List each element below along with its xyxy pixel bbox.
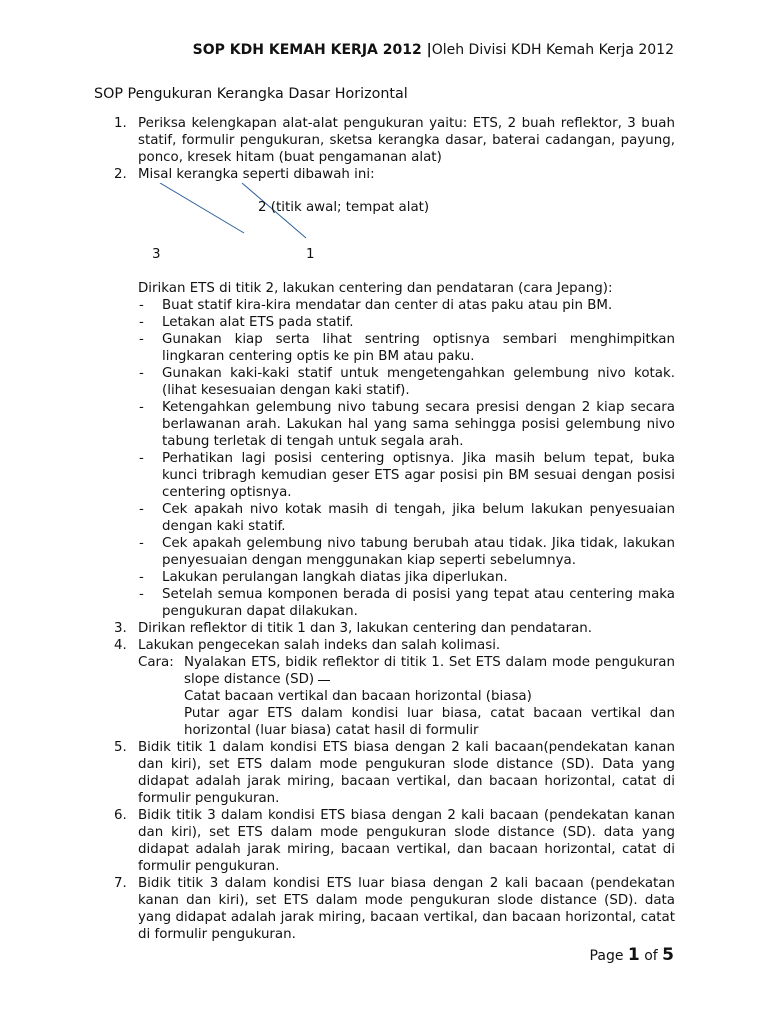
page-footer bbox=[590, 945, 674, 965]
list-item-7 bbox=[94, 875, 675, 943]
list-item-6 bbox=[94, 807, 675, 875]
header-right: Oleh Divisi KDH Kemah Kerja 2012 bbox=[431, 42, 674, 58]
bullet-dash: - bbox=[139, 400, 144, 415]
item-number: 7. bbox=[114, 876, 127, 891]
bullet-text: Letakan alat ETS pada statif. bbox=[162, 315, 354, 330]
frame-sketch-diagram bbox=[94, 183, 675, 280]
bullet-text: Gunakan kiap serta lihat sentring optisnya sembari menghimpitkan lingkaran centering optis ke pin BM atau paku. bbox=[162, 332, 675, 364]
point-1-label: 1 bbox=[306, 247, 315, 262]
point-2-label: 2 (titik awal; tempat alat) bbox=[258, 200, 430, 215]
bullet-dash: - bbox=[139, 366, 144, 381]
bullet-dash: - bbox=[139, 536, 144, 551]
item-text: Bidik titik 3 dalam kondisi ETS luar biasa dengan 2 kali bacaan (pendekatan kanan dan kiri), set ETS dalam mode pengukuran slode distance (SD). data yang didapat adalah jarak miring, bacaan vertikal, dan bacaan horizontal, catat di formulir pengukuran. bbox=[138, 876, 675, 942]
bullet-dash: - bbox=[139, 502, 144, 517]
point-3-label: 3 bbox=[152, 247, 161, 262]
list-item-3 bbox=[94, 620, 675, 637]
bullet-text: Lakukan perulangan langkah diatas jika diperlukan. bbox=[162, 570, 508, 585]
total-pages: 5 bbox=[662, 945, 674, 965]
bullet-text: Perhatikan lagi posisi centering optisnya. Jika masih belum tepat, buka kunci tribragh kemudian geser ETS agar posisi pin BM sesuai dengan posisi centering optisnya. bbox=[162, 451, 675, 500]
item-text: Bidik titik 1 dalam kondisi ETS biasa dengan 2 kali bacaan(pendekatan kanan dan kiri), set ETS dalam mode pengukuran slode distance (SD). Data yang didapat adalah jarak miring, bacaan vertikal, dan bacaan horizontal, catat di formulir pengukuran. bbox=[138, 740, 675, 806]
current-page: 1 bbox=[627, 945, 640, 965]
bullet-text: Buat statif kira-kira mendatar dan center di atas paku atau pin BM. bbox=[162, 298, 613, 313]
cara-line-1 bbox=[94, 654, 675, 688]
document-title: SOP Pengukuran Kerangka Dasar Horizontal bbox=[94, 86, 408, 102]
bullet-text: Ketengahkan gelembung nivo tabung secara presisi dengan 2 kiap secara berlawanan arah. Lakukan hal yang sama sehingga posisi gelembung nivo tabung terletak di tengah untuk segala arah. bbox=[162, 400, 675, 449]
cara-text: Nyalakan ETS, bidik reflektor di titik 1. Set ETS dalam mode pengukuran slope distance (SD) bbox=[184, 655, 675, 687]
bullet-item bbox=[94, 586, 675, 620]
item-text: Dirikan reflektor di titik 1 dan 3, lakukan centering dan pendataran. bbox=[138, 621, 593, 636]
bullet-dash: - bbox=[139, 451, 144, 466]
header-left: SOP KDH KEMAH KERJA 2012 | bbox=[192, 42, 432, 58]
bullet-text: Cek apakah gelembung nivo tabung berubah atau tidak. Jika tidak, lakukan penyesuaian dengan menggunakan kiap seperti sebelumnya. bbox=[162, 536, 675, 568]
cara-line-3: Putar agar ETS dalam kondisi luar biasa, catat bacaan vertikal dan horizontal (luar biasa) catat hasil di formulir bbox=[184, 706, 675, 738]
cara-line-2: Catat bacaan vertikal dan bacaan horizontal (biasa) bbox=[184, 689, 532, 704]
page-header bbox=[193, 42, 674, 58]
bullet-item bbox=[94, 569, 675, 586]
item-number: 3. bbox=[114, 621, 127, 636]
list-item-4 bbox=[94, 637, 675, 654]
item-number: 2. bbox=[114, 167, 127, 182]
item-number: 1. bbox=[114, 116, 127, 131]
bullet-dash: - bbox=[139, 298, 144, 313]
sketch-lines bbox=[94, 183, 675, 280]
page-word: Page bbox=[589, 948, 624, 964]
bullet-item bbox=[94, 331, 675, 365]
bullet-item bbox=[94, 314, 675, 331]
bullet-item bbox=[94, 297, 675, 314]
bullet-item bbox=[94, 399, 675, 450]
item-text: Periksa kelengkapan alat-alat pengukuran yaitu: ETS, 2 buah reflektor, 3 buah statif, formulir pengukuran, sketsa kerangka dasar, baterai cadangan, payung, ponco, kresek hitam (buat pengamanan alat) bbox=[138, 116, 675, 165]
list-item-2 bbox=[94, 166, 675, 183]
bullet-dash: - bbox=[139, 315, 144, 330]
list-item-1 bbox=[94, 115, 675, 166]
item-text: Bidik titik 3 dalam kondisi ETS biasa dengan 2 kali bacaan (pendekatan kanan dan kiri), set ETS dalam mode pengukuran slode distance (SD). data yang didapat adalah jarak miring, bacaan vertikal, dan bacaan horizontal, catat di formulir pengukuran. bbox=[138, 808, 675, 874]
of-word: of bbox=[644, 948, 658, 964]
bullet-text: Cek apakah nivo kotak masih di tengah, jika belum lakukan penyesuaian dengan kaki statif. bbox=[162, 502, 675, 534]
document-body bbox=[94, 115, 675, 943]
cara-label: Cara: bbox=[138, 655, 174, 670]
item-number: 6. bbox=[114, 808, 127, 823]
step2-intro: Dirikan ETS di titik 2, lakukan centering dan pendataran (cara Jepang): bbox=[138, 281, 613, 296]
bullet-dash: - bbox=[139, 332, 144, 347]
bullet-item bbox=[94, 365, 675, 399]
line-2-to-3 bbox=[160, 183, 244, 233]
bullet-text: Setelah semua komponen berada di posisi yang tepat atau centering maka pengukuran dapat dilakukan. bbox=[162, 587, 675, 619]
list-item-5 bbox=[94, 739, 675, 807]
item-number: 5. bbox=[114, 740, 127, 755]
bullet-item bbox=[94, 501, 675, 535]
bullet-item bbox=[94, 535, 675, 569]
bullet-text: Gunakan kaki-kaki statif untuk mengetengahkan gelembung nivo kotak. (lihat kesesuaian dengan kaki statif). bbox=[162, 366, 675, 398]
item-text: Misal kerangka seperti dibawah ini: bbox=[138, 167, 375, 182]
edit-mark bbox=[318, 678, 330, 681]
bullet-dash: - bbox=[139, 587, 144, 602]
bullet-item bbox=[94, 450, 675, 501]
item-text: Lakukan pengecekan salah indeks dan salah kolimasi. bbox=[138, 638, 501, 653]
bullet-dash: - bbox=[139, 570, 144, 585]
item-number: 4. bbox=[114, 638, 127, 653]
